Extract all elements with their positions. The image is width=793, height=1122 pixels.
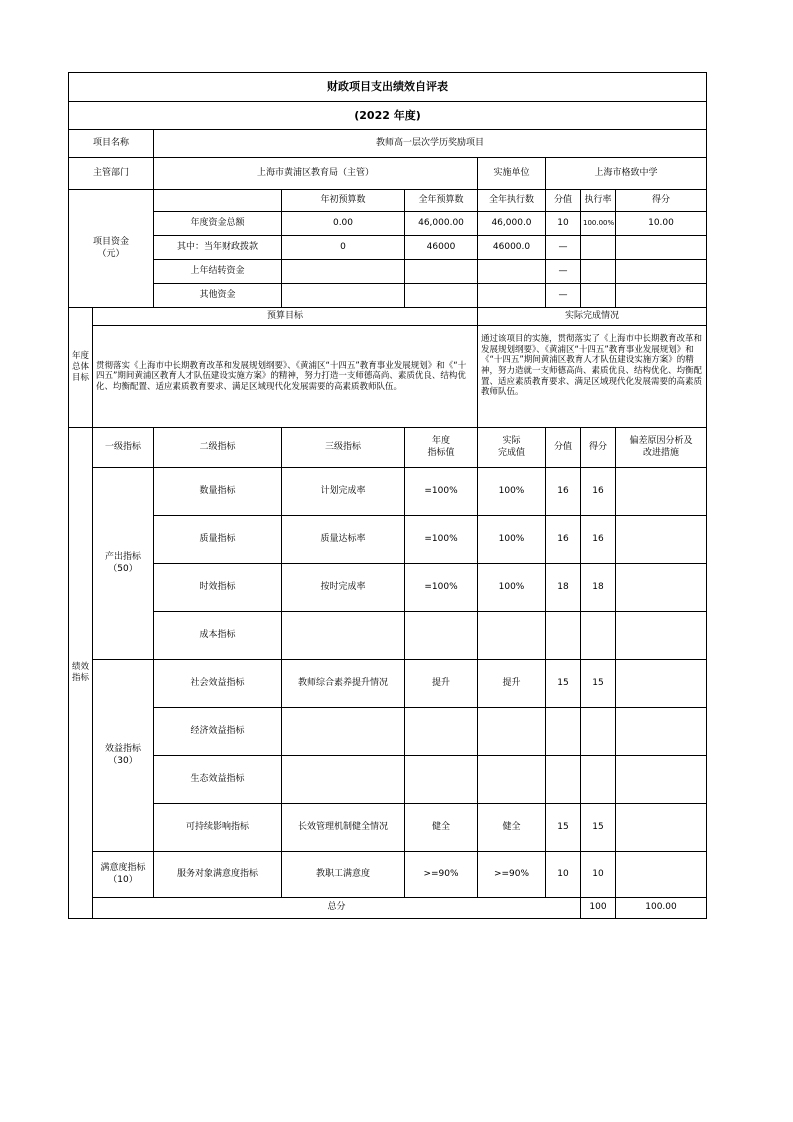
perf-score: 18 <box>546 564 581 612</box>
funds-header: 执行率 <box>581 190 616 212</box>
perf-got: 18 <box>581 564 616 612</box>
perf-header: 三级指标 <box>282 428 405 468</box>
perf-target: 提升 <box>405 660 478 708</box>
perf-actual: 提升 <box>478 660 546 708</box>
actual-completion-header: 实际完成情况 <box>478 308 707 326</box>
perf-actual <box>478 612 546 660</box>
funds-cell <box>581 260 616 284</box>
perf-got <box>581 708 616 756</box>
funds-header-blank <box>154 190 282 212</box>
perf-l3: 教师综合素养提升情况 <box>282 660 405 708</box>
perf-header: 二级指标 <box>154 428 282 468</box>
budget-goal-header: 预算目标 <box>93 308 478 326</box>
funds-cell: 10 <box>546 212 581 236</box>
perf-got: 16 <box>581 516 616 564</box>
page-title: 财政项目支出绩效自评表 <box>69 73 707 102</box>
funds-cell: — <box>546 284 581 308</box>
funds-header: 年初预算数 <box>282 190 405 212</box>
perf-l2: 质量指标 <box>154 516 282 564</box>
perf-header: 分值 <box>546 428 581 468</box>
funds-cell: 46000.0 <box>478 236 546 260</box>
perf-target: =100% <box>405 516 478 564</box>
perf-got: 15 <box>581 660 616 708</box>
budget-goal-text: 贯彻落实《上海市中长期教育改革和发展规划纲要》、《黄浦区“十四五”教育事业发展规划》和《“十四五”期间黄浦区教育人才队伍建设实施方案》的精神，努力打造一支师德高尚、素质优良、结构优化、均衡配置、适应素质教育要求、满足区域现代化发展需要的高素质教师队伍。 <box>93 326 478 428</box>
perf-l3: 长效管理机制健全情况 <box>282 804 405 852</box>
perf-score: 10 <box>546 852 581 898</box>
perf-l2: 社会效益指标 <box>154 660 282 708</box>
perf-l2: 服务对象满意度指标 <box>154 852 282 898</box>
perf-l2: 生态效益指标 <box>154 756 282 804</box>
actual-completion-text: 通过该项目的实施，贯彻落实了《上海市中长期教育改革和发展规划纲要》、《黄浦区“十四五”教育事业发展规划》和《“十四五”期间黄浦区教育人才队伍建设实施方案》的精神，努力造就一支师德高尚、素质优良、结构优化、均衡配置、适应素质教育要求、满足区域现代化发展需要的高素质教师队伍。 <box>478 326 707 428</box>
funds-cell: 0.00 <box>282 212 405 236</box>
perf-got <box>581 756 616 804</box>
perf-got: 16 <box>581 468 616 516</box>
perf-score <box>546 756 581 804</box>
perf-note <box>616 516 707 564</box>
funds-row-name: 其他资金 <box>154 284 282 308</box>
perf-l3 <box>282 612 405 660</box>
perf-note <box>616 660 707 708</box>
perf-score <box>546 708 581 756</box>
funds-cell <box>405 260 478 284</box>
perf-note <box>616 564 707 612</box>
funds-cell <box>282 260 405 284</box>
funds-row-name: 上年结转资金 <box>154 260 282 284</box>
perf-got <box>581 612 616 660</box>
perf-score: 16 <box>546 468 581 516</box>
perf-header: 偏差原因分析及 改进措施 <box>616 428 707 468</box>
funds-cell: 10.00 <box>616 212 707 236</box>
perf-header: 年度 指标值 <box>405 428 478 468</box>
self-evaluation-table <box>68 72 707 919</box>
impl-unit-label: 实施单位 <box>478 158 546 190</box>
perf-target: =100% <box>405 468 478 516</box>
perf-header: 实际 完成值 <box>478 428 546 468</box>
perf-l2: 数量指标 <box>154 468 282 516</box>
funds-cell: — <box>546 236 581 260</box>
funds-cell <box>581 236 616 260</box>
perf-note <box>616 804 707 852</box>
funds-cell: 46000 <box>405 236 478 260</box>
perf-got: 15 <box>581 804 616 852</box>
annual-goal-label: 年度总体目标 <box>69 308 93 428</box>
perf-l3: 教职工满意度 <box>282 852 405 898</box>
perf-l3: 计划完成率 <box>282 468 405 516</box>
funds-cell: — <box>546 260 581 284</box>
funds-cell <box>616 236 707 260</box>
funds-cell: 46,000.0 <box>478 212 546 236</box>
perf-actual: 健全 <box>478 804 546 852</box>
perf-header: 得分 <box>581 428 616 468</box>
group-benefit-label: 效益指标 （30） <box>93 660 154 852</box>
funds-header: 全年执行数 <box>478 190 546 212</box>
perf-actual: 100% <box>478 516 546 564</box>
perf-actual: >=90% <box>478 852 546 898</box>
perf-target <box>405 612 478 660</box>
perf-l2: 成本指标 <box>154 612 282 660</box>
perf-got: 10 <box>581 852 616 898</box>
perf-score: 15 <box>546 660 581 708</box>
perf-l2: 经济效益指标 <box>154 708 282 756</box>
page-subtitle: (2022 年度) <box>69 102 707 130</box>
perf-label: 绩效指标 <box>69 428 93 919</box>
perf-l3 <box>282 756 405 804</box>
perf-note <box>616 852 707 898</box>
funds-header: 分值 <box>546 190 581 212</box>
impl-unit-value: 上海市格致中学 <box>546 158 707 190</box>
perf-note <box>616 612 707 660</box>
perf-actual: 100% <box>478 468 546 516</box>
funds-cell: 46,000.00 <box>405 212 478 236</box>
funds-label: 项目资金 （元） <box>69 190 154 308</box>
dept-label: 主管部门 <box>69 158 154 190</box>
perf-target <box>405 708 478 756</box>
funds-row-name: 年度资金总额 <box>154 212 282 236</box>
funds-cell: 100.00% <box>581 212 616 236</box>
total-score: 100 <box>581 898 616 919</box>
funds-cell <box>282 284 405 308</box>
total-got: 100.00 <box>616 898 707 919</box>
perf-actual <box>478 708 546 756</box>
project-name-value: 教师高一层次学历奖励项目 <box>154 130 707 158</box>
funds-cell: 0 <box>282 236 405 260</box>
total-label: 总分 <box>93 898 581 919</box>
group-output-label: 产出指标 （50） <box>93 468 154 660</box>
project-name-label: 项目名称 <box>69 130 154 158</box>
perf-note <box>616 708 707 756</box>
funds-cell <box>478 260 546 284</box>
perf-note <box>616 468 707 516</box>
group-satisfaction-label: 满意度指标 （10） <box>93 852 154 898</box>
funds-header: 全年预算数 <box>405 190 478 212</box>
perf-l3: 按时完成率 <box>282 564 405 612</box>
perf-header: 一级指标 <box>93 428 154 468</box>
funds-cell <box>405 284 478 308</box>
perf-target: 健全 <box>405 804 478 852</box>
perf-score: 16 <box>546 516 581 564</box>
perf-target: >=90% <box>405 852 478 898</box>
perf-score: 15 <box>546 804 581 852</box>
perf-target <box>405 756 478 804</box>
funds-cell <box>581 284 616 308</box>
dept-value: 上海市黄浦区教育局（主管） <box>154 158 478 190</box>
perf-l3 <box>282 708 405 756</box>
funds-row-name: 其中：当年财政拨款 <box>154 236 282 260</box>
perf-score <box>546 612 581 660</box>
perf-l2: 时效指标 <box>154 564 282 612</box>
perf-l2: 可持续影响指标 <box>154 804 282 852</box>
perf-target: =100% <box>405 564 478 612</box>
perf-actual: 100% <box>478 564 546 612</box>
funds-cell <box>616 284 707 308</box>
perf-actual <box>478 756 546 804</box>
funds-cell <box>616 260 707 284</box>
funds-cell <box>478 284 546 308</box>
funds-header: 得分 <box>616 190 707 212</box>
perf-note <box>616 756 707 804</box>
perf-l3: 质量达标率 <box>282 516 405 564</box>
